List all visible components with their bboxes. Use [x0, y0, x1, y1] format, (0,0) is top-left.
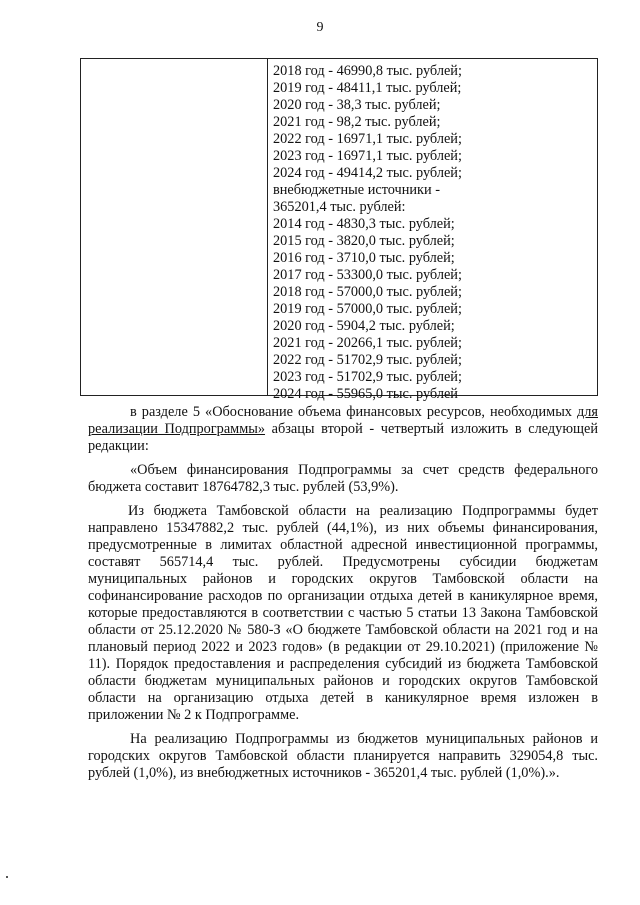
- paragraph-section-5: [88, 404, 598, 455]
- table-column-divider: [267, 59, 268, 395]
- table-line: 2022 год - 51702,9 тыс. рублей;: [273, 352, 462, 368]
- table-line: 2019 год - 48411,1 тыс. рублей;: [273, 80, 462, 96]
- page-number: 9: [316, 20, 324, 35]
- table-line: 2015 год - 3820,0 тыс. рублей;: [273, 233, 455, 249]
- scan-speck: [6, 876, 8, 878]
- table-line: 365201,4 тыс. рублей:: [273, 199, 406, 215]
- table-line: 2020 год - 38,3 тыс. рублей;: [273, 97, 441, 113]
- table-line: 2021 год - 20266,1 тыс. рублей;: [273, 335, 462, 351]
- table-line: 2023 год - 16971,1 тыс. рублей;: [273, 148, 462, 164]
- paragraph-regional-budget: Из бюджета Тамбовской области на реализацию Подпрограммы будет направлено 15347882,2 тыс. рублей (44,1%), из них объемы финансирования, предусмотренные в лимитах областной адресной инвестиционной программы, составят 565714,4 тыс. рублей. Предусмотрены субсидии бюджетам муниципальных районов и городских округов Тамбовской области на софинансирование расходов по организации отдыха детей в каникулярное время, которые предоставляются в соответствии с частью 5 статьи 13 Закона Тамбовской области от 25.12.2020 № 580-З «О бюджете Тамбовской области на 2021 год и на плановый период 2022 и 2023 годов» (в редакции от 29.10.2021) (приложение № 11). Порядок предоставления и распределения субсидий из бюджета Тамбовской области бюджетам муниципальных районов и городских округов Тамбовской области на организацию отдыха детей в каникулярное время изложен в приложении № 2 к Подпрограмме.: [88, 503, 598, 723]
- paragraph-section-5-underlined: для реализации Подпрограммы»: [88, 404, 598, 437]
- table-line: внебюджетные источники -: [273, 182, 440, 198]
- table-line: 2019 год - 57000,0 тыс. рублей;: [273, 301, 462, 317]
- paragraph-municipal-budget: На реализацию Подпрограммы из бюджетов муниципальных районов и городских округов Тамбовской области планируется направить 329054,8 тыс. рублей (1,0%), из внебюджетных источников - 365201,4 тыс. рублей (1,0%).».: [88, 731, 598, 781]
- document-body: [88, 404, 598, 782]
- paragraph-federal-budget: «Объем финансирования Подпрограммы за счет средств федерального бюджета составит 18764782,3 тыс. рублей (53,9%).: [88, 462, 598, 495]
- funding-table: [80, 58, 598, 402]
- table-line: 2016 год - 3710,0 тыс. рублей;: [273, 250, 455, 266]
- table-line: 2023 год - 51702,9 тыс. рублей;: [273, 369, 462, 385]
- table-line: 2020 год - 5904,2 тыс. рублей;: [273, 318, 455, 334]
- paragraph-section-5-end: абзацы второй - четвертый изложить в следующей редакции:: [88, 421, 599, 454]
- table-line: 2024 год - 49414,2 тыс. рублей;: [273, 165, 462, 181]
- table-line: 2021 год - 98,2 тыс. рублей;: [273, 114, 441, 130]
- table-line: 2022 год - 16971,1 тыс. рублей;: [273, 131, 462, 147]
- table-line: 2014 год - 4830,3 тыс. рублей;: [273, 216, 455, 232]
- paragraph-section-5-start: в разделе 5 «Обоснование объема финансовых ресурсов, необходимых: [130, 404, 577, 420]
- table-line: 2018 год - 46990,8 тыс. рублей;: [273, 63, 462, 79]
- table-line: 2017 год - 53300,0 тыс. рублей;: [273, 267, 462, 283]
- table-line: 2018 год - 57000,0 тыс. рублей;: [273, 284, 462, 300]
- table-line: 2024 год - 55965,0 тыс. рублей: [273, 386, 458, 402]
- table-right-cell: [273, 63, 591, 403]
